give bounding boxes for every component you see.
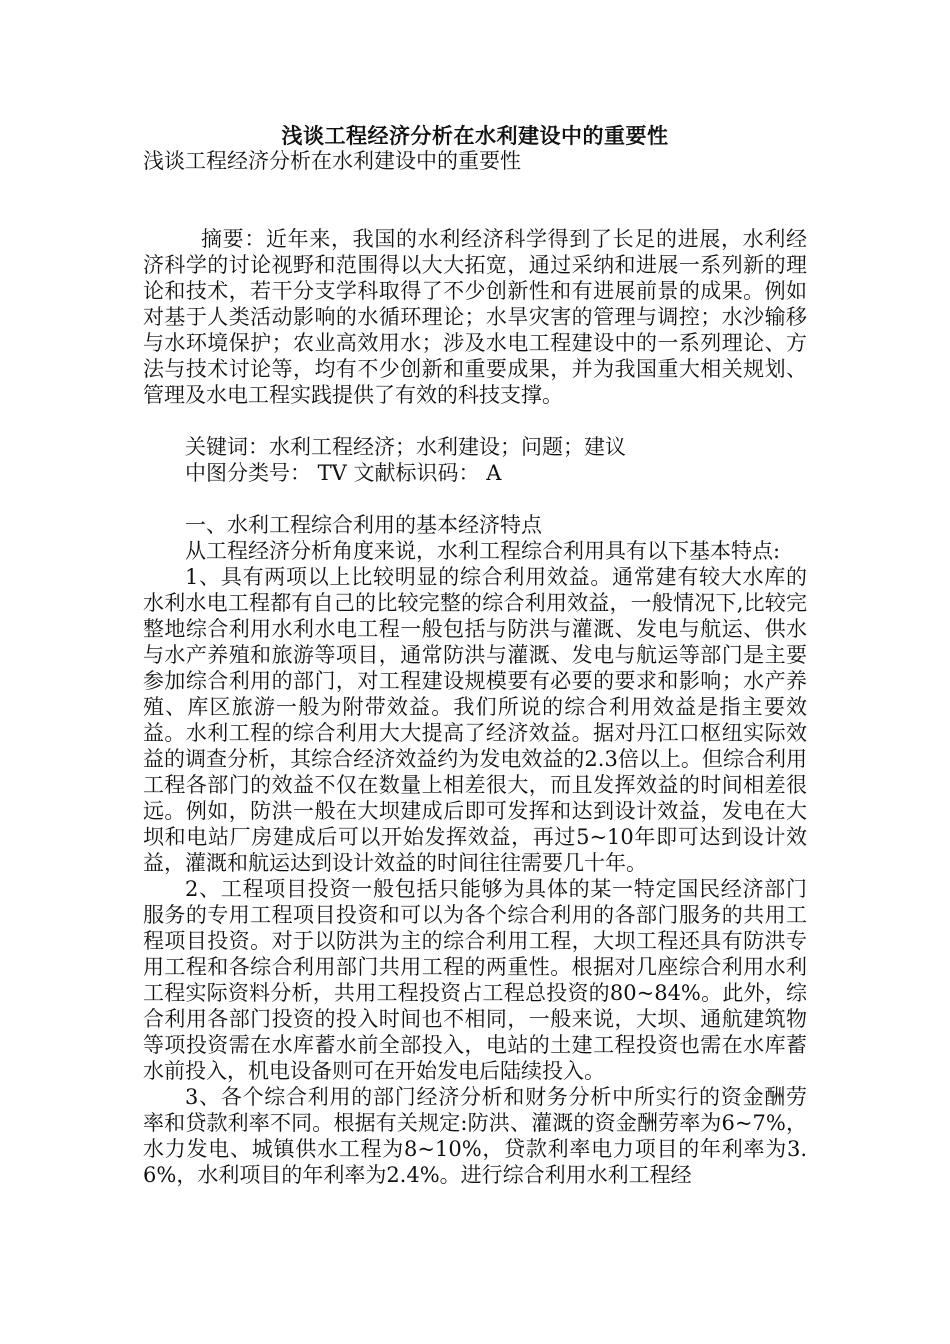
document-body <box>143 148 807 1188</box>
keywords-line: 关键词：水利工程经济；水利建设；问题；建议 <box>185 435 626 459</box>
spacer <box>143 408 807 434</box>
classification-line: 中图分类号： TV 文献标识码： A <box>185 461 502 485</box>
point-3-paragraph: 3、各个综合利用的部门经济分析和财务分析中所实行的资金酬劳率和贷款利率不同。根据有关规定:防洪、灌溉的资金酬劳率为6~7%，水力发电、城镇供水工程为8~10%，贷款利率电力项目的年利率为3.6%，水利项目的年利率为2.4%。进行综合利用水利工程经 <box>143 1085 807 1187</box>
document-title: 浅谈工程经济分析在水利建设中的重要性 <box>281 123 669 148</box>
point-1-paragraph: 1、具有两项以上比较明显的综合利用效益。通常建有较大水库的水利水电工程都有自己的比较完整的综合利用效益，一般情况下,比较完整地综合利用水利水电工程一般包括与防洪与灌溉、发电与航运、供水与水产养殖和旅游等项目，通常防洪与灌溉、发电与航运等部门是主要参加综合利用的部门，对工程建设规模要有必要的要求和影响；水产养殖、库区旅游一般为附带效益。我们所说的综合利用效益是指主要效益。水利工程的综合利用大大提高了经济效益。据对丹江口枢纽实际效益的调查分析，其综合经济效益约为发电效益的2.3倍以上。但综合利用工程各部门的效益不仅在数量上相差很大，而且发挥效益的时间相差很远。例如，防洪一般在大坝建成后即可发挥和达到设计效益，发电在大坝和电站厂房建成后可以开始发挥效益，再过5~10年即可达到设计效益，灌溉和航运达到设计效益的时间往往需要几十年。 <box>143 565 807 875</box>
spacer <box>143 174 807 226</box>
abstract-paragraph: 摘要：近年来，我国的水利经济科学得到了长足的进展，水利经济科学的讨论视野和范围得以大大拓宽，通过采纳和进展一系列新的理论和技术，若干分支学科取得了不少创新性和有进展前景的成果。例如对基于人类活动影响的水循环理论；水旱灾害的管理与调控；水沙输移与水环境保护；农业高效用水；涉及水电工程建设中的一系列理论、方法与技术讨论等，均有不少创新和重要成果，并为我国重大相关规划、管理及水电工程实践提供了有效的科技支撑。 <box>143 227 807 407</box>
section-intro-paragraph: 从工程经济分析角度来说，水利工程综合利用具有以下基本特点: <box>185 539 781 563</box>
section-heading: 一、水利工程综合利用的基本经济特点 <box>185 513 542 537</box>
document-subtitle: 浅谈工程经济分析在水利建设中的重要性 <box>143 149 521 173</box>
point-2-paragraph: 2、工程项目投资一般包括只能够为具体的某一特定国民经济部门服务的专用工程项目投资和可以为各个综合利用的各部门服务的共用工程项目投资。对于以防洪为主的综合利用工程，大坝工程还具有防洪专用工程和各综合利用部门共用工程的两重性。根据对几座综合利用水利工程实际资料分析，共用工程投资占工程总投资的80~84%。此外，综合利用各部门投资的投入时间也不相同，一般来说，大坝、通航建筑物等项投资需在水库蓄水前全部投入，电站的土建工程投资也需在水库蓄水前投入，机电设备则可在开始发电后陆续投入。 <box>143 877 807 1083</box>
spacer <box>143 486 807 512</box>
